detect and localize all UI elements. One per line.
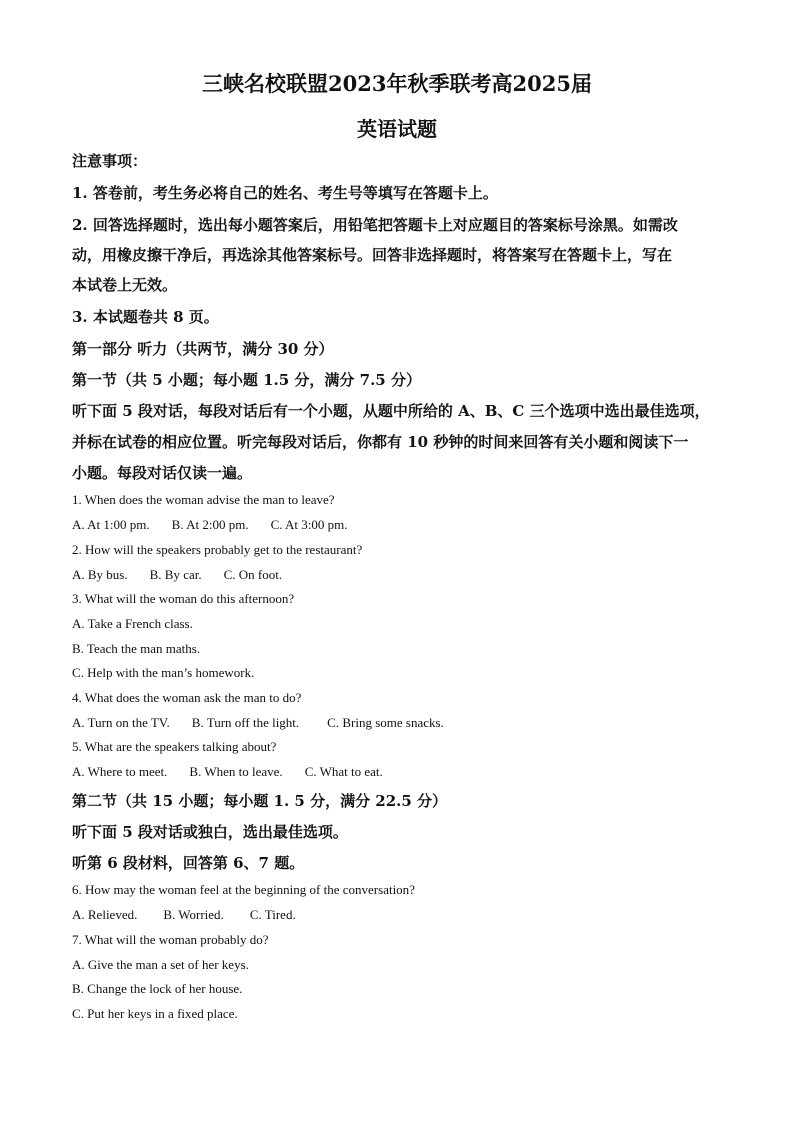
section2-heading: 第二节（共 15 小题；每小题 1. 5 分，满分 22.5 分） — [72, 792, 448, 810]
question-1-options — [72, 517, 348, 533]
question-6-options — [72, 907, 296, 923]
section2-instructions: 听下面 5 段对话或独白，选出最佳选项。 — [72, 823, 348, 841]
question-3-option-a: A. Take a French class. — [72, 616, 193, 631]
question-6-option-a: A. Relieved. — [72, 907, 138, 922]
question-2-options — [72, 567, 282, 583]
question-1-option-b: B. At 2:00 pm. — [171, 517, 249, 532]
exam-title: 三峡名校联盟2023年秋季联考高2025届 — [202, 71, 592, 96]
note-item-2-line-3: 本试卷上无效。 — [72, 276, 178, 294]
question-2-option-a: A. By bus. — [72, 567, 128, 582]
question-2-option-b: B. By car. — [149, 567, 202, 582]
note-item-1: 1. 答卷前，考生务必将自己的姓名、考生号等填写在答题卡上。 — [72, 184, 498, 202]
question-1-option-a: A. At 1:00 pm. — [72, 517, 150, 532]
question-1-stem: 1. When does the woman advise the man to leave? — [72, 492, 335, 507]
question-3-stem: 3. What will the woman do this afternoon? — [72, 591, 295, 606]
question-5-stem: 5. What are the speakers talking about? — [72, 739, 277, 754]
note-item-3: 3. 本试题卷共 8 页。 — [72, 308, 219, 326]
question-7-option-b: B. Change the lock of her house. — [72, 981, 243, 996]
question-6-stem: 6. How may the woman feel at the beginning of the conversation? — [72, 882, 415, 897]
material-6-heading: 听第 6 段材料，回答第 6、7 题。 — [72, 854, 305, 872]
section1-heading: 第一节（共 5 小题；每小题 1.5 分，满分 7.5 分） — [72, 371, 421, 389]
question-7-option-a: A. Give the man a set of her keys. — [72, 957, 249, 972]
question-3-option-b: B. Teach the man maths. — [72, 641, 201, 656]
question-2-option-c: C. On foot. — [223, 567, 283, 582]
note-item-2-line-1: 2. 回答选择题时，选出每小题答案后，用铅笔把答题卡上对应题目的答案标号涂黑。如需改 — [72, 216, 678, 234]
question-5-options — [72, 764, 383, 780]
question-6-option-b: B. Worried. — [163, 907, 224, 922]
question-6-option-c: C. Tired. — [249, 907, 296, 922]
part1-heading: 第一部分 听力（共两节，满分 30 分） — [72, 340, 334, 358]
section1-instructions-line-1: 听下面 5 段对话，每段对话后有一个小题，从题中所给的 A、B、C 三个选项中选出最佳选项， — [72, 402, 710, 420]
section1-instructions-line-3: 小题。每段对话仅读一遍。 — [72, 464, 253, 482]
question-4-option-b: B. Turn off the light. — [191, 715, 300, 730]
question-4-option-a: A. Turn on the TV. — [72, 715, 170, 730]
note-item-2-line-2: 动，用橡皮擦干净后，再选涂其他答案标号。回答非选择题时，将答案写在答题卡上，写在 — [72, 246, 673, 264]
question-4-option-c: C. Bring some snacks. — [327, 715, 444, 730]
question-2-stem: 2. How will the speakers probably get to the restaurant? — [72, 542, 363, 557]
question-5-option-b: B. When to leave. — [189, 764, 283, 779]
question-3-option-c: C. Help with the man’s homework. — [72, 665, 255, 680]
subject-title: 英语试题 — [357, 117, 437, 141]
question-7-option-c: C. Put her keys in a fixed place. — [72, 1006, 238, 1021]
question-4-options — [72, 715, 444, 731]
question-4-stem: 4. What does the woman ask the man to do? — [72, 690, 302, 705]
question-1-option-c: C. At 3:00 pm. — [270, 517, 348, 532]
section1-instructions-line-2: 并标在试卷的相应位置。听完每段对话后，你都有 10 秒钟的时间来回答有关小题和阅读下一 — [72, 433, 689, 451]
question-5-option-c: C. What to eat. — [304, 764, 383, 779]
question-7-stem: 7. What will the woman probably do? — [72, 932, 269, 947]
question-5-option-a: A. Where to meet. — [72, 764, 168, 779]
notes-heading: 注意事项： — [72, 152, 148, 170]
